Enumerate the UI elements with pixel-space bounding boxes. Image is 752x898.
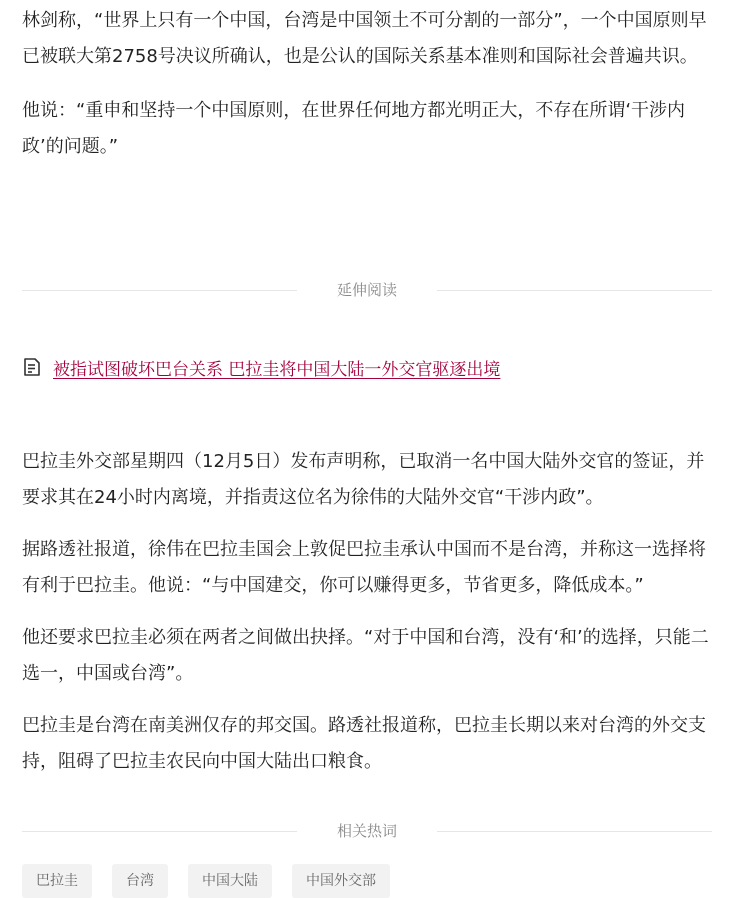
related-keywords-heading: 相关热词 [336, 822, 397, 840]
divider-line [437, 290, 712, 291]
extended-reading-link[interactable]: 被指试图破坏巴台关系 巴拉圭将中国大陆一外交官驱逐出境 [53, 359, 501, 380]
article-paragraph: 他说：“重申和坚持一个中国原则，在世界任何地方都光明正大，不存在所谓‘干涉内政’的问题。” [22, 100, 686, 157]
article-paragraph: 林剑称，“世界上只有一个中国，台湾是中国领土不可分割的一部分”，一个中国原则早已被联大第2758号决议所确认，也是公认的国际关系基本准则和国际社会普遍共识。 [22, 10, 707, 67]
related-keywords-tags [22, 864, 410, 898]
extended-reading-item[interactable] [22, 353, 500, 381]
keyword-tag[interactable]: 中国大陆 [188, 864, 272, 898]
divider-line [437, 831, 712, 832]
document-icon [22, 357, 42, 377]
article-paragraph: 巴拉圭是台湾在南美洲仅存的邦交国。路透社报道称，巴拉圭长期以来对台湾的外交支持，阻碍了巴拉圭农民向中国大陆出口粮食。 [22, 715, 706, 772]
extended-reading-heading: 延伸阅读 [336, 281, 397, 299]
article-paragraph: 他还要求巴拉圭必须在两者之间做出抉择。“对于中国和台湾，没有‘和’的选择，只能二选一，中国或台湾”。 [22, 627, 709, 684]
article-paragraph: 据路透社报道，徐伟在巴拉圭国会上敦促巴拉圭承认中国而不是台湾，并称这一选择将有利于巴拉圭。他说：“与中国建交，你可以赚得更多，节省更多，降低成本。” [22, 539, 706, 596]
keyword-tag[interactable]: 中国外交部 [292, 864, 390, 898]
extended-reading-divider [22, 280, 712, 300]
keyword-tag[interactable]: 巴拉圭 [22, 864, 92, 898]
article-paragraph: 巴拉圭外交部星期四（12月5日）发布声明称，已取消一名中国大陆外交官的签证，并要求其在24小时内离境，并指责这位名为徐伟的大陆外交官“干涉内政”。 [22, 451, 705, 508]
keyword-tag[interactable]: 台湾 [112, 864, 168, 898]
related-keywords-divider [22, 821, 712, 841]
